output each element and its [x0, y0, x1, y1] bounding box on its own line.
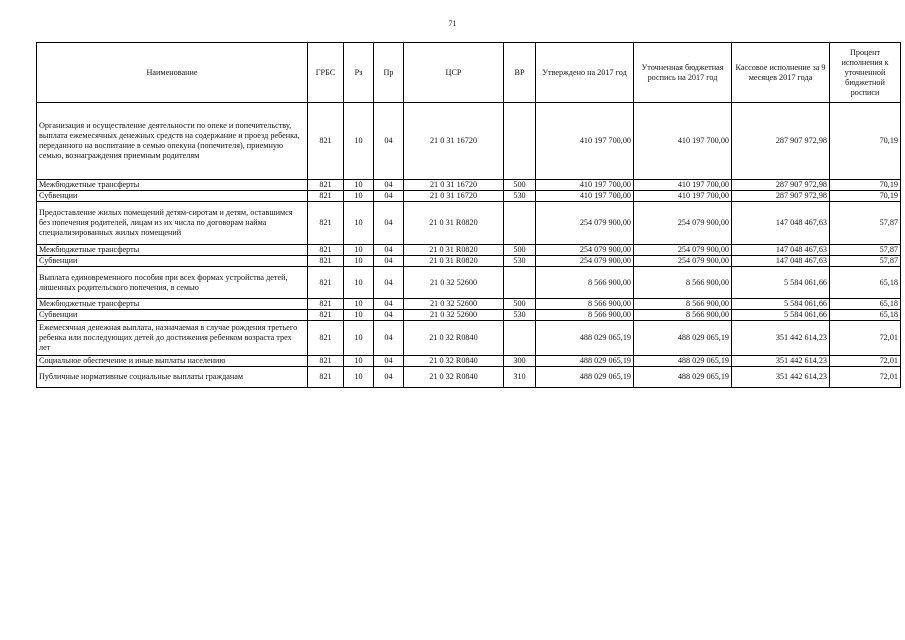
cell-percent: 70,19 — [830, 103, 901, 180]
cell-name: Межбюджетные трансферты — [37, 299, 308, 310]
table-row — [37, 267, 901, 299]
cell-vr — [504, 267, 536, 299]
cell-pr: 04 — [374, 267, 404, 299]
cell-cash: 147 048 467,63 — [732, 245, 830, 256]
cell-percent: 70,19 — [830, 191, 901, 202]
table-row — [37, 356, 901, 367]
cell-pr: 04 — [374, 321, 404, 356]
header-grbs: ГРБС — [308, 43, 344, 103]
cell-refined: 254 079 900,00 — [634, 202, 732, 245]
table-row — [37, 321, 901, 356]
cell-grbs: 821 — [308, 267, 344, 299]
cell-rz: 10 — [344, 103, 374, 180]
cell-rz: 10 — [344, 310, 374, 321]
cell-percent: 57,87 — [830, 202, 901, 245]
cell-csr: 21 0 31 16720 — [404, 103, 504, 180]
cell-grbs: 821 — [308, 356, 344, 367]
cell-cash: 5 584 061,66 — [732, 310, 830, 321]
cell-csr: 21 0 31 R0820 — [404, 256, 504, 267]
cell-refined: 488 029 065,19 — [634, 321, 732, 356]
cell-name: Предоставление жилых помещений детям-сиротам и детям, оставшимся без попечения родителей, лицам из их числа по договорам найма специализированных жилых помещений — [37, 202, 308, 245]
cell-grbs: 821 — [308, 180, 344, 191]
cell-rz: 10 — [344, 202, 374, 245]
cell-approved: 8 566 900,00 — [536, 299, 634, 310]
cell-pr: 04 — [374, 191, 404, 202]
cell-csr: 21 0 31 R0820 — [404, 202, 504, 245]
cell-csr: 21 0 31 16720 — [404, 191, 504, 202]
cell-grbs: 821 — [308, 321, 344, 356]
cell-vr — [504, 202, 536, 245]
cell-refined: 254 079 900,00 — [634, 256, 732, 267]
page-number: 71 — [448, 19, 457, 28]
cell-percent: 57,87 — [830, 245, 901, 256]
cell-rz: 10 — [344, 321, 374, 356]
cell-pr: 04 — [374, 202, 404, 245]
cell-grbs: 821 — [308, 256, 344, 267]
cell-refined: 8 566 900,00 — [634, 267, 732, 299]
header-csr: ЦСР — [404, 43, 504, 103]
cell-refined: 488 029 065,19 — [634, 367, 732, 388]
cell-csr: 21 0 32 52600 — [404, 310, 504, 321]
cell-refined: 488 029 065,19 — [634, 356, 732, 367]
cell-vr: 530 — [504, 310, 536, 321]
cell-pr: 04 — [374, 245, 404, 256]
cell-refined: 254 079 900,00 — [634, 245, 732, 256]
cell-csr: 21 0 32 R0840 — [404, 367, 504, 388]
cell-rz: 10 — [344, 267, 374, 299]
cell-approved: 410 197 700,00 — [536, 180, 634, 191]
cell-pr: 04 — [374, 299, 404, 310]
cell-rz: 10 — [344, 180, 374, 191]
cell-name: Выплата единовременного пособия при всех формах устройства детей, лишенных родительского попечения, в семью — [37, 267, 308, 299]
cell-pr: 04 — [374, 180, 404, 191]
cell-vr: 530 — [504, 256, 536, 267]
cell-vr: 500 — [504, 180, 536, 191]
cell-cash: 147 048 467,63 — [732, 256, 830, 267]
cell-rz: 10 — [344, 367, 374, 388]
cell-grbs: 821 — [308, 191, 344, 202]
cell-vr — [504, 103, 536, 180]
header-cash: Кассовое исполнение за 9 месяцев 2017 года — [732, 43, 830, 103]
cell-refined: 410 197 700,00 — [634, 103, 732, 180]
cell-approved: 254 079 900,00 — [536, 245, 634, 256]
cell-csr: 21 0 31 16720 — [404, 180, 504, 191]
cell-cash: 5 584 061,66 — [732, 267, 830, 299]
cell-name: Субвенции — [37, 191, 308, 202]
cell-grbs: 821 — [308, 299, 344, 310]
cell-refined: 8 566 900,00 — [634, 310, 732, 321]
cell-vr: 500 — [504, 245, 536, 256]
table-row — [37, 256, 901, 267]
cell-approved: 488 029 065,19 — [536, 321, 634, 356]
cell-vr: 310 — [504, 367, 536, 388]
table-row — [37, 299, 901, 310]
cell-percent: 72,01 — [830, 321, 901, 356]
cell-csr: 21 0 32 R0840 — [404, 356, 504, 367]
cell-cash: 287 907 972,98 — [732, 180, 830, 191]
cell-pr: 04 — [374, 356, 404, 367]
header-pr: Пр — [374, 43, 404, 103]
cell-cash: 351 442 614,23 — [732, 356, 830, 367]
cell-rz: 10 — [344, 299, 374, 310]
header-percent: Процент исполнения к уточненной бюджетной росписи — [830, 43, 901, 103]
cell-rz: 10 — [344, 245, 374, 256]
cell-name: Публичные нормативные социальные выплаты гражданам — [37, 367, 308, 388]
cell-grbs: 821 — [308, 202, 344, 245]
cell-approved: 488 029 065,19 — [536, 356, 634, 367]
cell-name: Социальное обеспечение и иные выплаты населению — [37, 356, 308, 367]
cell-pr: 04 — [374, 256, 404, 267]
cell-cash: 351 442 614,23 — [732, 367, 830, 388]
cell-pr: 04 — [374, 367, 404, 388]
cell-vr: 300 — [504, 356, 536, 367]
cell-cash: 351 442 614,23 — [732, 321, 830, 356]
table-row — [37, 245, 901, 256]
cell-csr: 21 0 31 R0820 — [404, 245, 504, 256]
cell-approved: 8 566 900,00 — [536, 267, 634, 299]
cell-percent: 70,19 — [830, 180, 901, 191]
table-row — [37, 367, 901, 388]
cell-pr: 04 — [374, 103, 404, 180]
cell-grbs: 821 — [308, 367, 344, 388]
header-refined: Уточненная бюджетная роспись на 2017 год — [634, 43, 732, 103]
header-approved: Утверждено на 2017 год — [536, 43, 634, 103]
table-row — [37, 202, 901, 245]
cell-approved: 488 029 065,19 — [536, 367, 634, 388]
cell-percent: 72,01 — [830, 367, 901, 388]
cell-grbs: 821 — [308, 245, 344, 256]
cell-vr: 500 — [504, 299, 536, 310]
cell-approved: 254 079 900,00 — [536, 256, 634, 267]
cell-cash: 287 907 972,98 — [732, 103, 830, 180]
cell-vr — [504, 321, 536, 356]
cell-refined: 8 566 900,00 — [634, 299, 732, 310]
cell-cash: 5 584 061,66 — [732, 299, 830, 310]
cell-approved: 410 197 700,00 — [536, 191, 634, 202]
cell-name: Организация и осуществление деятельности по опеке и попечительству, выплата ежемесячных денежных средств на содержание и проезд ребенка, переданного на воспитание в семью опекуна (попечителя), приемную семью, вознаграждения приемным родителям — [37, 103, 308, 180]
cell-approved: 254 079 900,00 — [536, 202, 634, 245]
cell-rz: 10 — [344, 191, 374, 202]
budget-execution-table — [36, 42, 901, 388]
table-row — [37, 310, 901, 321]
cell-percent: 65,18 — [830, 310, 901, 321]
table-header-row — [37, 43, 901, 103]
cell-rz: 10 — [344, 256, 374, 267]
cell-grbs: 821 — [308, 310, 344, 321]
cell-csr: 21 0 32 52600 — [404, 299, 504, 310]
cell-cash: 287 907 972,98 — [732, 191, 830, 202]
table-row — [37, 180, 901, 191]
cell-name: Межбюджетные трансферты — [37, 180, 308, 191]
cell-approved: 8 566 900,00 — [536, 310, 634, 321]
table-row — [37, 191, 901, 202]
cell-name: Ежемесячная денежная выплата, назначаемая в случае рождения третьего ребенка или последующих детей до достижения ребенком возраста трех лет — [37, 321, 308, 356]
table-row — [37, 103, 901, 180]
cell-percent: 57,87 — [830, 256, 901, 267]
cell-refined: 410 197 700,00 — [634, 191, 732, 202]
cell-refined: 410 197 700,00 — [634, 180, 732, 191]
cell-approved: 410 197 700,00 — [536, 103, 634, 180]
cell-name: Субвенции — [37, 310, 308, 321]
cell-cash: 147 048 467,63 — [732, 202, 830, 245]
cell-percent: 72,01 — [830, 356, 901, 367]
cell-grbs: 821 — [308, 103, 344, 180]
cell-name: Субвенции — [37, 256, 308, 267]
cell-csr: 21 0 32 R0840 — [404, 321, 504, 356]
header-vr: ВР — [504, 43, 536, 103]
cell-vr: 530 — [504, 191, 536, 202]
cell-percent: 65,18 — [830, 299, 901, 310]
cell-rz: 10 — [344, 356, 374, 367]
cell-pr: 04 — [374, 310, 404, 321]
cell-percent: 65,18 — [830, 267, 901, 299]
cell-name: Межбюджетные трансферты — [37, 245, 308, 256]
header-name: Наименование — [37, 43, 308, 103]
cell-csr: 21 0 32 52600 — [404, 267, 504, 299]
header-rz: Рз — [344, 43, 374, 103]
